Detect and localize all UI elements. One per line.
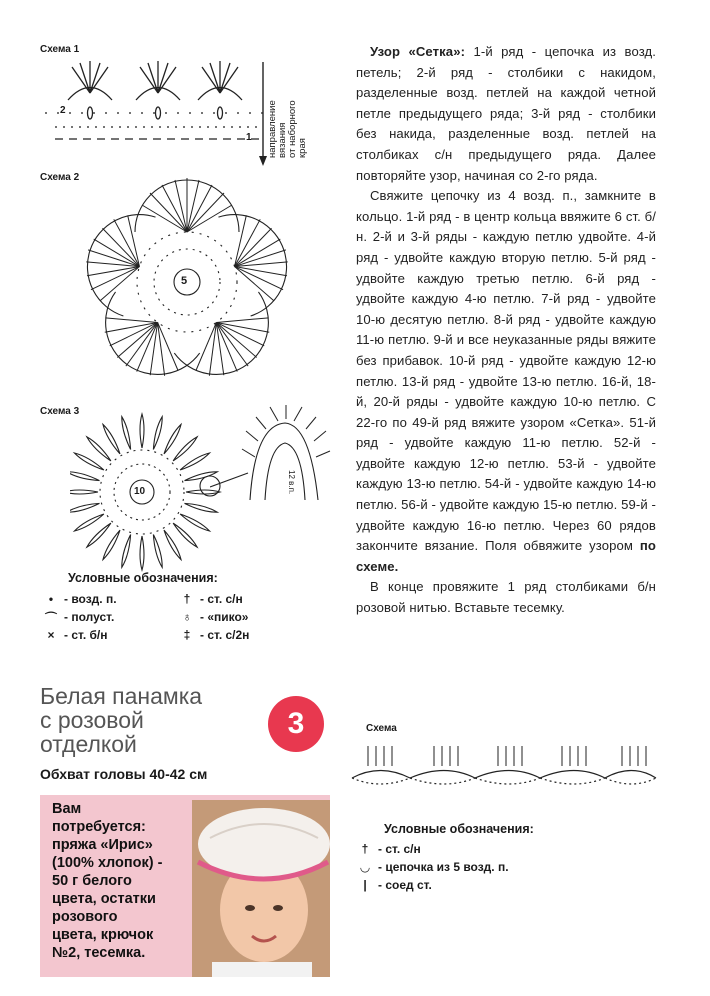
scheme-1-row2: 2 [60,105,66,116]
baby-photo [192,800,330,977]
scheme-1-diagram [40,55,270,155]
legend-2-text: - цепочка из 5 возд. п. [378,860,509,874]
title-line-1: Белая панамка [40,683,203,709]
single-crochet-icon: × [47,628,55,642]
instructions-text [356,42,656,619]
chain-loop-icon: ◡ [360,860,370,874]
legend-1-text: - ст. б/н [64,628,108,642]
scheme-3-edge-label: 12 в.п. [287,470,296,495]
slip-stitch-icon: | [363,878,367,892]
pattern-description: 1-й ряд - цепочка из возд. петель; 2-й ряд - столбики с накидом, разделенные возд. петлей на каждой четной петле предыдущего ряда; 3-й ряд - столбики без накида, разделенные возд. петлей на столбиках с/н предыдущего ряда. Далее повторяйте узор, начиная со 2-го ряда. [356,44,656,183]
slip-stitch-icon: ⌒ [44,610,57,625]
steps-text: Свяжите цепочку из 4 возд. п., замкните в кольцо. 1-й ряд - в центр кольца ввяжите 6 ст. б/н. 2-й и 3-й ряды - каждую петлю удвойте. 4-й ряд - удвойте каждую вторую петлю. 5-й ряд - удвойте каждую третью петлю. 6-й ряд - удвойте каждую 4-ю петлю. 7-й ряд - удвойте 10-ю десятую петлю. 8-й ряд - удвойте каждую 11-ю петлю. 9-й и все неуказанные ряды вяжите без прибавок. 10-й ряд - удвойте каждую 12-ю петлю. 13-й ряд - удвойте 13-ю петлю. 16-й, 18-й, 20-й ряды - удвойте каждую 10-ю петлю. С 22-го по 49-й ряд вяжите узором «Сетка». 51-й ряд - удвойте каждую 11-ю петлю. 52-й - удвойте каждую 12-ю петлю. 53-й - удвойте каждую 13-ю петлю. 54-й - удвойте каждую 14-ю петлю. 56-й - удвойте каждую 15-ю петлю. 59-й - удвойте каждую 16-ю петлю. Через 60 рядов закончите вязание. Поля обвяжите узором [356,188,656,554]
materials-line: пряжа «Ирис» [52,837,153,853]
legend-1-item [44,590,117,608]
scheme-2-diagram [80,165,300,395]
direction-line-3: от наборного [287,100,298,158]
materials-line: №2, тесемка. [52,945,146,961]
legend-2-text: - соед ст. [378,878,432,892]
paragraph-finish [356,577,656,618]
title-line-3: отделкой [40,731,137,757]
materials-line: цвета, крючок [52,927,154,943]
legend-1-item [180,626,249,644]
direction-line-1: направление [267,100,278,158]
double-crochet-icon: † [361,842,369,856]
chain-stitch-icon: • [48,592,54,606]
bottom-scheme-diagram [350,738,660,798]
legend-1-text: - ст. с/2н [200,628,250,642]
legend-2-item [358,876,509,894]
legend-1-item [180,590,249,608]
finish-text: В конце провяжите 1 ряд столбиками б/н розовой нитью. Вставьте тесемку. [356,579,656,616]
legend-2-item [358,840,509,858]
double-crochet-icon: † [183,592,191,606]
steps-bold: по схеме. [356,538,656,574]
materials-line: 50 г белого [52,873,132,889]
materials-line: цвета, остатки [52,891,156,907]
pattern-name: Узор «Сетка»: [370,44,466,59]
scheme-2-label: Схема 2 [40,172,80,183]
number-badge: 3 [268,696,324,752]
scheme-3-label: Схема 3 [40,406,80,417]
scheme-3-diagram [70,412,225,577]
legend-1-item [44,608,117,626]
bottom-scheme-label: Схема [366,723,397,734]
legend-1-item [180,608,249,626]
scheme-1-row1: 1 [246,132,252,143]
paragraph-steps [356,186,656,577]
title-line-2: с розовой [40,707,144,733]
picot-icon: ♁ [182,610,192,624]
legend-2-list [358,840,509,894]
legend-2-item [358,858,509,876]
legend-1-right [180,590,249,644]
baby-hat-illustration [192,800,330,977]
legend-1-item [44,626,117,644]
head-size: Обхват головы 40-42 см [40,766,208,782]
page-title [40,684,202,756]
materials-line: Вам [52,801,82,817]
materials-line: (100% хлопок) - [52,855,163,871]
scheme-1-label: Схема 1 [40,44,80,55]
paragraph-pattern [356,42,656,186]
legend-2-title: Условные обозначения: [384,822,534,836]
materials-line: потребуется: [52,819,146,835]
direction-line-2: вязания [277,122,288,158]
scheme-3-center: 10 [134,486,146,497]
direction-label [268,48,338,158]
legend-1-text: - полуст. [64,610,115,624]
legend-1-left [44,590,117,644]
materials-line: розового [52,909,118,925]
direction-line-4: края [297,138,308,158]
legend-1-text: - «пико» [200,610,249,624]
legend-1-text: - возд. п. [64,592,117,606]
legend-2-text: - ст. с/н [378,842,421,856]
legend-1-text: - ст. с/н [200,592,243,606]
scheme-2-center: 5 [181,275,188,287]
treble-crochet-icon: ‡ [183,628,191,642]
scheme-3-detail [210,405,340,515]
materials-text [52,800,192,962]
legend-1-title: Условные обозначения: [68,571,218,585]
